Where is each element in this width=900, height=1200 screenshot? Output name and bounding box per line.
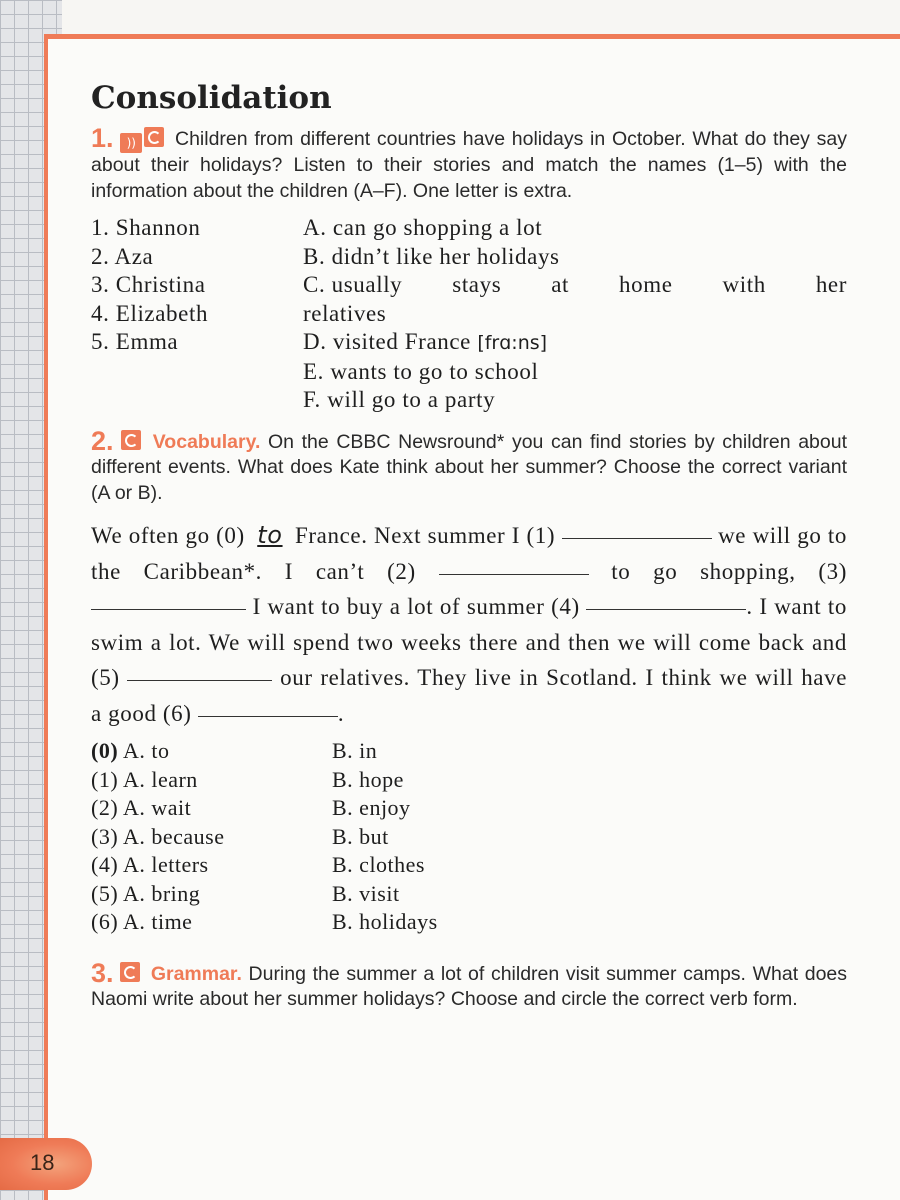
blank-2[interactable]: [439, 573, 589, 575]
task-icon: [120, 962, 140, 982]
info-item-b: B. didn’t like her holidays: [303, 243, 560, 269]
blank-4[interactable]: [586, 608, 746, 610]
exercise-3-number: 3.: [91, 957, 114, 988]
option-number: (6): [91, 909, 119, 934]
info-item-f: F. will go to a party: [303, 387, 496, 412]
exercise-2-number: 2.: [91, 425, 114, 456]
info-item-e: E. wants to go to school: [303, 358, 539, 384]
option-a[interactable]: A. letters: [122, 852, 209, 877]
option-row: [91, 737, 847, 766]
exercise-2-text: On the CBBC Newsround* you can find stories by children about different events. What does Kate think about her summer? Choose the correct variant (A or B).: [91, 430, 847, 504]
gap-fill-paragraph: [91, 518, 847, 731]
option-row: [91, 766, 847, 795]
option-number: (2): [91, 795, 119, 820]
paragraph-text: .: [337, 700, 345, 726]
info-item-c: [303, 271, 847, 300]
option-number: (4): [91, 852, 119, 877]
option-number: (0): [91, 738, 119, 763]
task-icon: [144, 127, 164, 147]
option-a[interactable]: A. learn: [122, 766, 198, 792]
info-word: her: [815, 272, 847, 297]
exercise-3-text: During the summer a lot of children visit summer camps. What does Naomi write about her summer holidays? Choose and circle the correct verb form.: [91, 962, 848, 1010]
option-b[interactable]: B. but: [332, 823, 389, 849]
option-row: [91, 794, 847, 823]
exercise-1-instructions: [91, 123, 847, 204]
info-word: C. usually: [303, 272, 403, 297]
option-number: (1): [91, 766, 119, 792]
option-row: [91, 851, 847, 880]
paragraph-text: our relatives. They live in Scotland. I think we will have a good (6): [91, 665, 848, 726]
names-column: [91, 214, 303, 415]
info-word: home: [619, 272, 673, 297]
exercise-1-matching: [91, 214, 847, 415]
name-item: 3. Christina: [91, 272, 206, 297]
exercise-2-keyword: Vocabulary.: [152, 430, 261, 453]
option-row: [91, 908, 847, 937]
exercise-1-number: 1.: [91, 123, 114, 153]
info-word: at: [551, 272, 570, 297]
paragraph-text: . I want to swim a lot. We will spend two weeks there and then we will come back and (5): [91, 594, 847, 690]
answer-options: [91, 737, 847, 937]
info-item-a: A. can go shopping a lot: [303, 215, 543, 240]
option-number: (3): [91, 823, 119, 849]
task-icon: [121, 430, 141, 450]
paragraph-text: to go shopping, (3): [611, 558, 847, 584]
info-word: with: [722, 272, 766, 297]
paragraph-text: we will go to the Caribbean*. I can’t (2): [91, 523, 847, 584]
page-title: Consolidation: [91, 80, 332, 116]
option-a[interactable]: A. because: [122, 823, 225, 849]
name-item: 4. Elizabeth: [91, 300, 209, 326]
info-item-d-text: D. visited France: [303, 329, 471, 354]
transcription: [frɑ:ns]: [477, 332, 548, 354]
page-number: 18: [30, 1150, 55, 1175]
paragraph-text: We often go (0): [91, 523, 245, 548]
name-item: 5. Emma: [91, 329, 179, 354]
option-b[interactable]: B. holidays: [332, 909, 438, 934]
option-row: [91, 823, 847, 852]
blank-6[interactable]: [198, 715, 338, 717]
audio-icon: )): [120, 133, 142, 153]
page-content: [91, 80, 847, 1013]
info-word: stays: [452, 272, 502, 297]
option-a[interactable]: A. time: [122, 909, 193, 934]
exercise-3-keyword: Grammar.: [150, 962, 242, 985]
left-rule: [44, 34, 48, 1200]
option-b[interactable]: B. clothes: [332, 852, 425, 877]
option-b[interactable]: B. in: [332, 738, 378, 763]
option-a[interactable]: A. bring: [122, 880, 201, 906]
paragraph-text: I want to buy a lot of summer (4): [252, 594, 580, 619]
option-a[interactable]: A. wait: [122, 795, 192, 820]
top-rule: [44, 34, 900, 39]
info-column: [303, 214, 847, 415]
info-item-c-continued: relatives: [303, 300, 387, 326]
example-answer: to: [257, 521, 283, 549]
option-row: [91, 880, 847, 909]
paragraph-text: France. Next summer I (1): [295, 523, 556, 548]
blank-1[interactable]: [562, 537, 712, 539]
option-number: (5): [91, 880, 119, 906]
name-item: 1. Shannon: [91, 215, 201, 240]
name-item: 2. Aza: [91, 243, 154, 269]
exercise-3-instructions: [91, 957, 848, 1013]
option-b[interactable]: B. enjoy: [332, 795, 411, 820]
exercise-2-instructions: [91, 425, 847, 507]
option-b[interactable]: B. visit: [332, 880, 400, 906]
blank-3[interactable]: [91, 608, 246, 610]
option-b[interactable]: B. hope: [332, 766, 404, 792]
option-a[interactable]: A. to: [122, 738, 170, 763]
exercise-1-text: Children from different countries have holidays in October. What do they say about their holidays? Listen to their stories and match the names (1–5) with the information about the children (A–F). One letter is extra.: [91, 128, 847, 202]
blank-5[interactable]: [127, 679, 272, 681]
info-item-d: [303, 328, 847, 358]
